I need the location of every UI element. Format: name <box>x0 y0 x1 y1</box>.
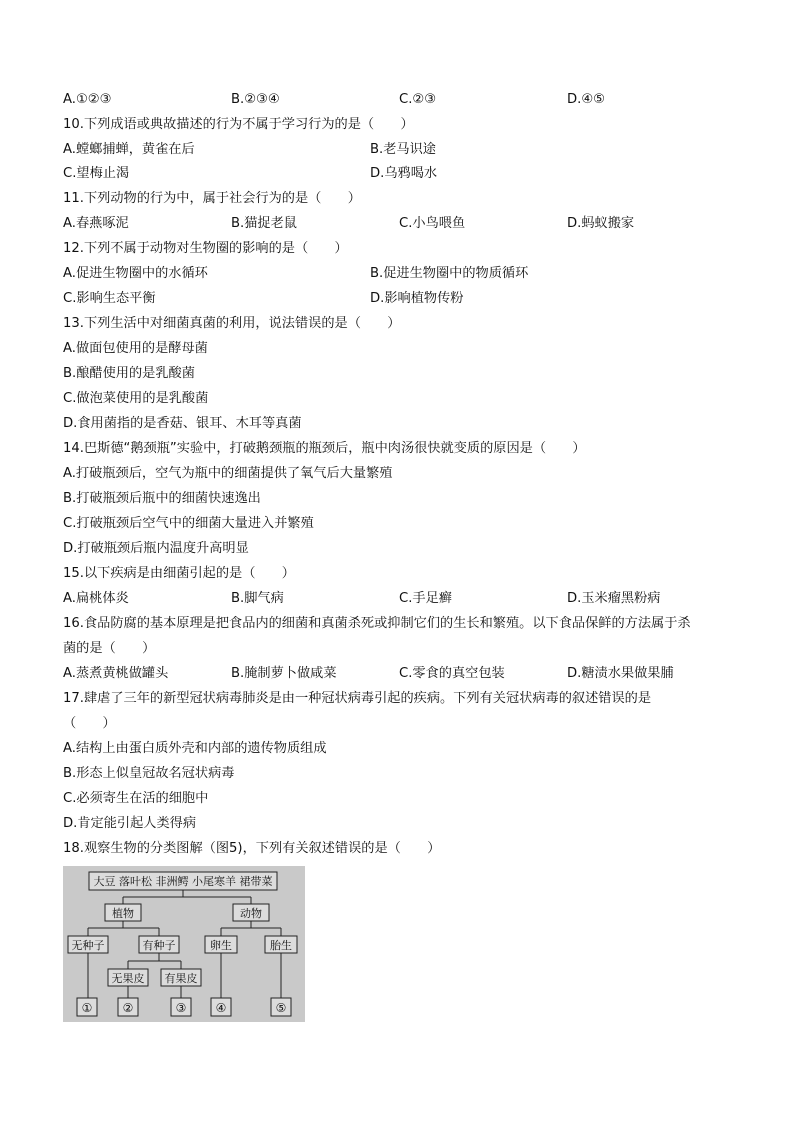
leaf-label-3: ③ <box>175 1001 187 1015</box>
q10-option-b: B.老马识途 <box>370 142 436 157</box>
leaf-label-5: ⑤ <box>275 1001 287 1015</box>
q10-stem: 10.下列成语或典故描述的行为不属于学习行为的是（ ） <box>63 117 414 132</box>
q15-option-d: D.玉米瘤黑粉病 <box>567 591 661 606</box>
leaf-label-2: ② <box>122 1001 134 1015</box>
has-seed-label: 有种子 <box>142 939 176 952</box>
q15-option-c: C.手足癣 <box>399 591 452 606</box>
q10-option-c: C.望梅止渴 <box>63 166 130 181</box>
q17-option-c: C.必须寄生在活的细胞中 <box>63 791 209 806</box>
q10-option-d: D.乌鸦喝水 <box>370 166 438 181</box>
q11-option-a: A.春燕啄泥 <box>63 216 129 231</box>
q14-option-a: A.打破瓶颈后，空气为瓶中的细菌提供了氧气后大量繁殖 <box>63 466 393 481</box>
no-seed-label: 无种子 <box>71 939 105 952</box>
q9-option-a: A.①②③ <box>63 92 112 107</box>
q11-option-d: D.蚂蚁搬家 <box>567 216 635 231</box>
q17-option-d: D.肯定能引起人类得病 <box>63 816 197 831</box>
q16-stem-line2: 菌的是（ ） <box>63 641 156 656</box>
leaf-label-4: ④ <box>215 1001 227 1015</box>
q13-option-a: A.做面包使用的是酵母菌 <box>63 341 208 356</box>
q16-option-d: D.糖渍水果做果脯 <box>567 666 674 681</box>
q11-option-b: B.猫捉老鼠 <box>231 216 297 231</box>
q12-option-b: B.促进生物圈中的物质循环 <box>370 266 529 281</box>
viviparous-label: 胎生 <box>270 939 292 952</box>
q13-stem: 13.下列生活中对细菌真菌的利用，说法错误的是（ ） <box>63 316 401 331</box>
q15-option-a: A.扁桃体炎 <box>63 591 129 606</box>
q9-option-c: C.②③ <box>399 92 437 107</box>
q13-option-c: C.做泡菜使用的是乳酸菌 <box>63 391 209 406</box>
plant-label: 植物 <box>112 907 134 920</box>
q17-option-b: B.形态上似皇冠故名冠状病毒 <box>63 766 235 781</box>
q16-option-c: C.零食的真空包装 <box>399 666 505 681</box>
q12-stem: 12.下列不属于动物对生物圈的影响的是（ ） <box>63 241 348 256</box>
q11-option-c: C.小鸟喂鱼 <box>399 216 466 231</box>
leaf-label-1: ① <box>81 1001 93 1015</box>
q11-stem: 11.下列动物的行为中，属于社会行为的是（ ） <box>63 191 361 206</box>
q12-option-c: C.影响生态平衡 <box>63 291 156 306</box>
q14-option-d: D.打破瓶颈后瓶内温度升高明显 <box>63 541 249 556</box>
q14-option-c: C.打破瓶颈后空气中的细菌大量进入并繁殖 <box>63 516 314 531</box>
has-pericarp-label: 有果皮 <box>164 972 198 985</box>
q14-option-b: B.打破瓶颈后瓶中的细菌快速逸出 <box>63 491 261 506</box>
q16-option-a: A.蒸煮黄桃做罐头 <box>63 666 169 681</box>
q9-option-d: D.④⑤ <box>567 92 605 107</box>
q9-option-b: B.②③④ <box>231 92 280 107</box>
q13-option-d: D.食用菌指的是香菇、银耳、木耳等真菌 <box>63 416 302 431</box>
q12-option-a: A.促进生物圈中的水循环 <box>63 266 208 281</box>
q12-option-d: D.影响植物传粉 <box>370 291 464 306</box>
q16-option-b: B.腌制萝卜做咸菜 <box>231 666 337 681</box>
q14-stem: 14.巴斯德“鹅颈瓶”实验中，打破鹅颈瓶的瓶颈后，瓶中肉汤很快就变质的原因是（ ） <box>63 441 586 456</box>
oviparous-label: 卵生 <box>210 939 232 952</box>
classification-diagram <box>63 866 305 1022</box>
q15-option-b: B.脚气病 <box>231 591 284 606</box>
q15-stem: 15.以下疾病是由细菌引起的是（ ） <box>63 566 295 581</box>
animal-label: 动物 <box>240 907 262 920</box>
q10-option-a: A.螳螂捕蝉，黄雀在后 <box>63 142 195 157</box>
q13-option-b: B.酿醋使用的是乳酸菌 <box>63 366 195 381</box>
no-pericarp-label: 无果皮 <box>111 972 145 985</box>
organisms-label: 大豆 落叶松 非洲鳄 小尾寒羊 裙带菜 <box>93 875 273 888</box>
q17-stem-line2: （ ） <box>63 716 116 731</box>
q17-option-a: A.结构上由蛋白质外壳和内部的遗传物质组成 <box>63 741 327 756</box>
q18-stem: 18.观察生物的分类图解（图5)，下列有关叙述错误的是（ ） <box>63 841 441 856</box>
q17-stem-line1: 17.肆虐了三年的新型冠状病毒肺炎是由一种冠状病毒引起的疾病。下列有关冠状病毒的叙述错误的是 <box>63 691 652 706</box>
q16-stem-line1: 16.食品防腐的基本原理是把食品内的细菌和真菌杀死或抑制它们的生长和繁殖。以下食品保鲜的方法属于杀 <box>63 616 691 631</box>
